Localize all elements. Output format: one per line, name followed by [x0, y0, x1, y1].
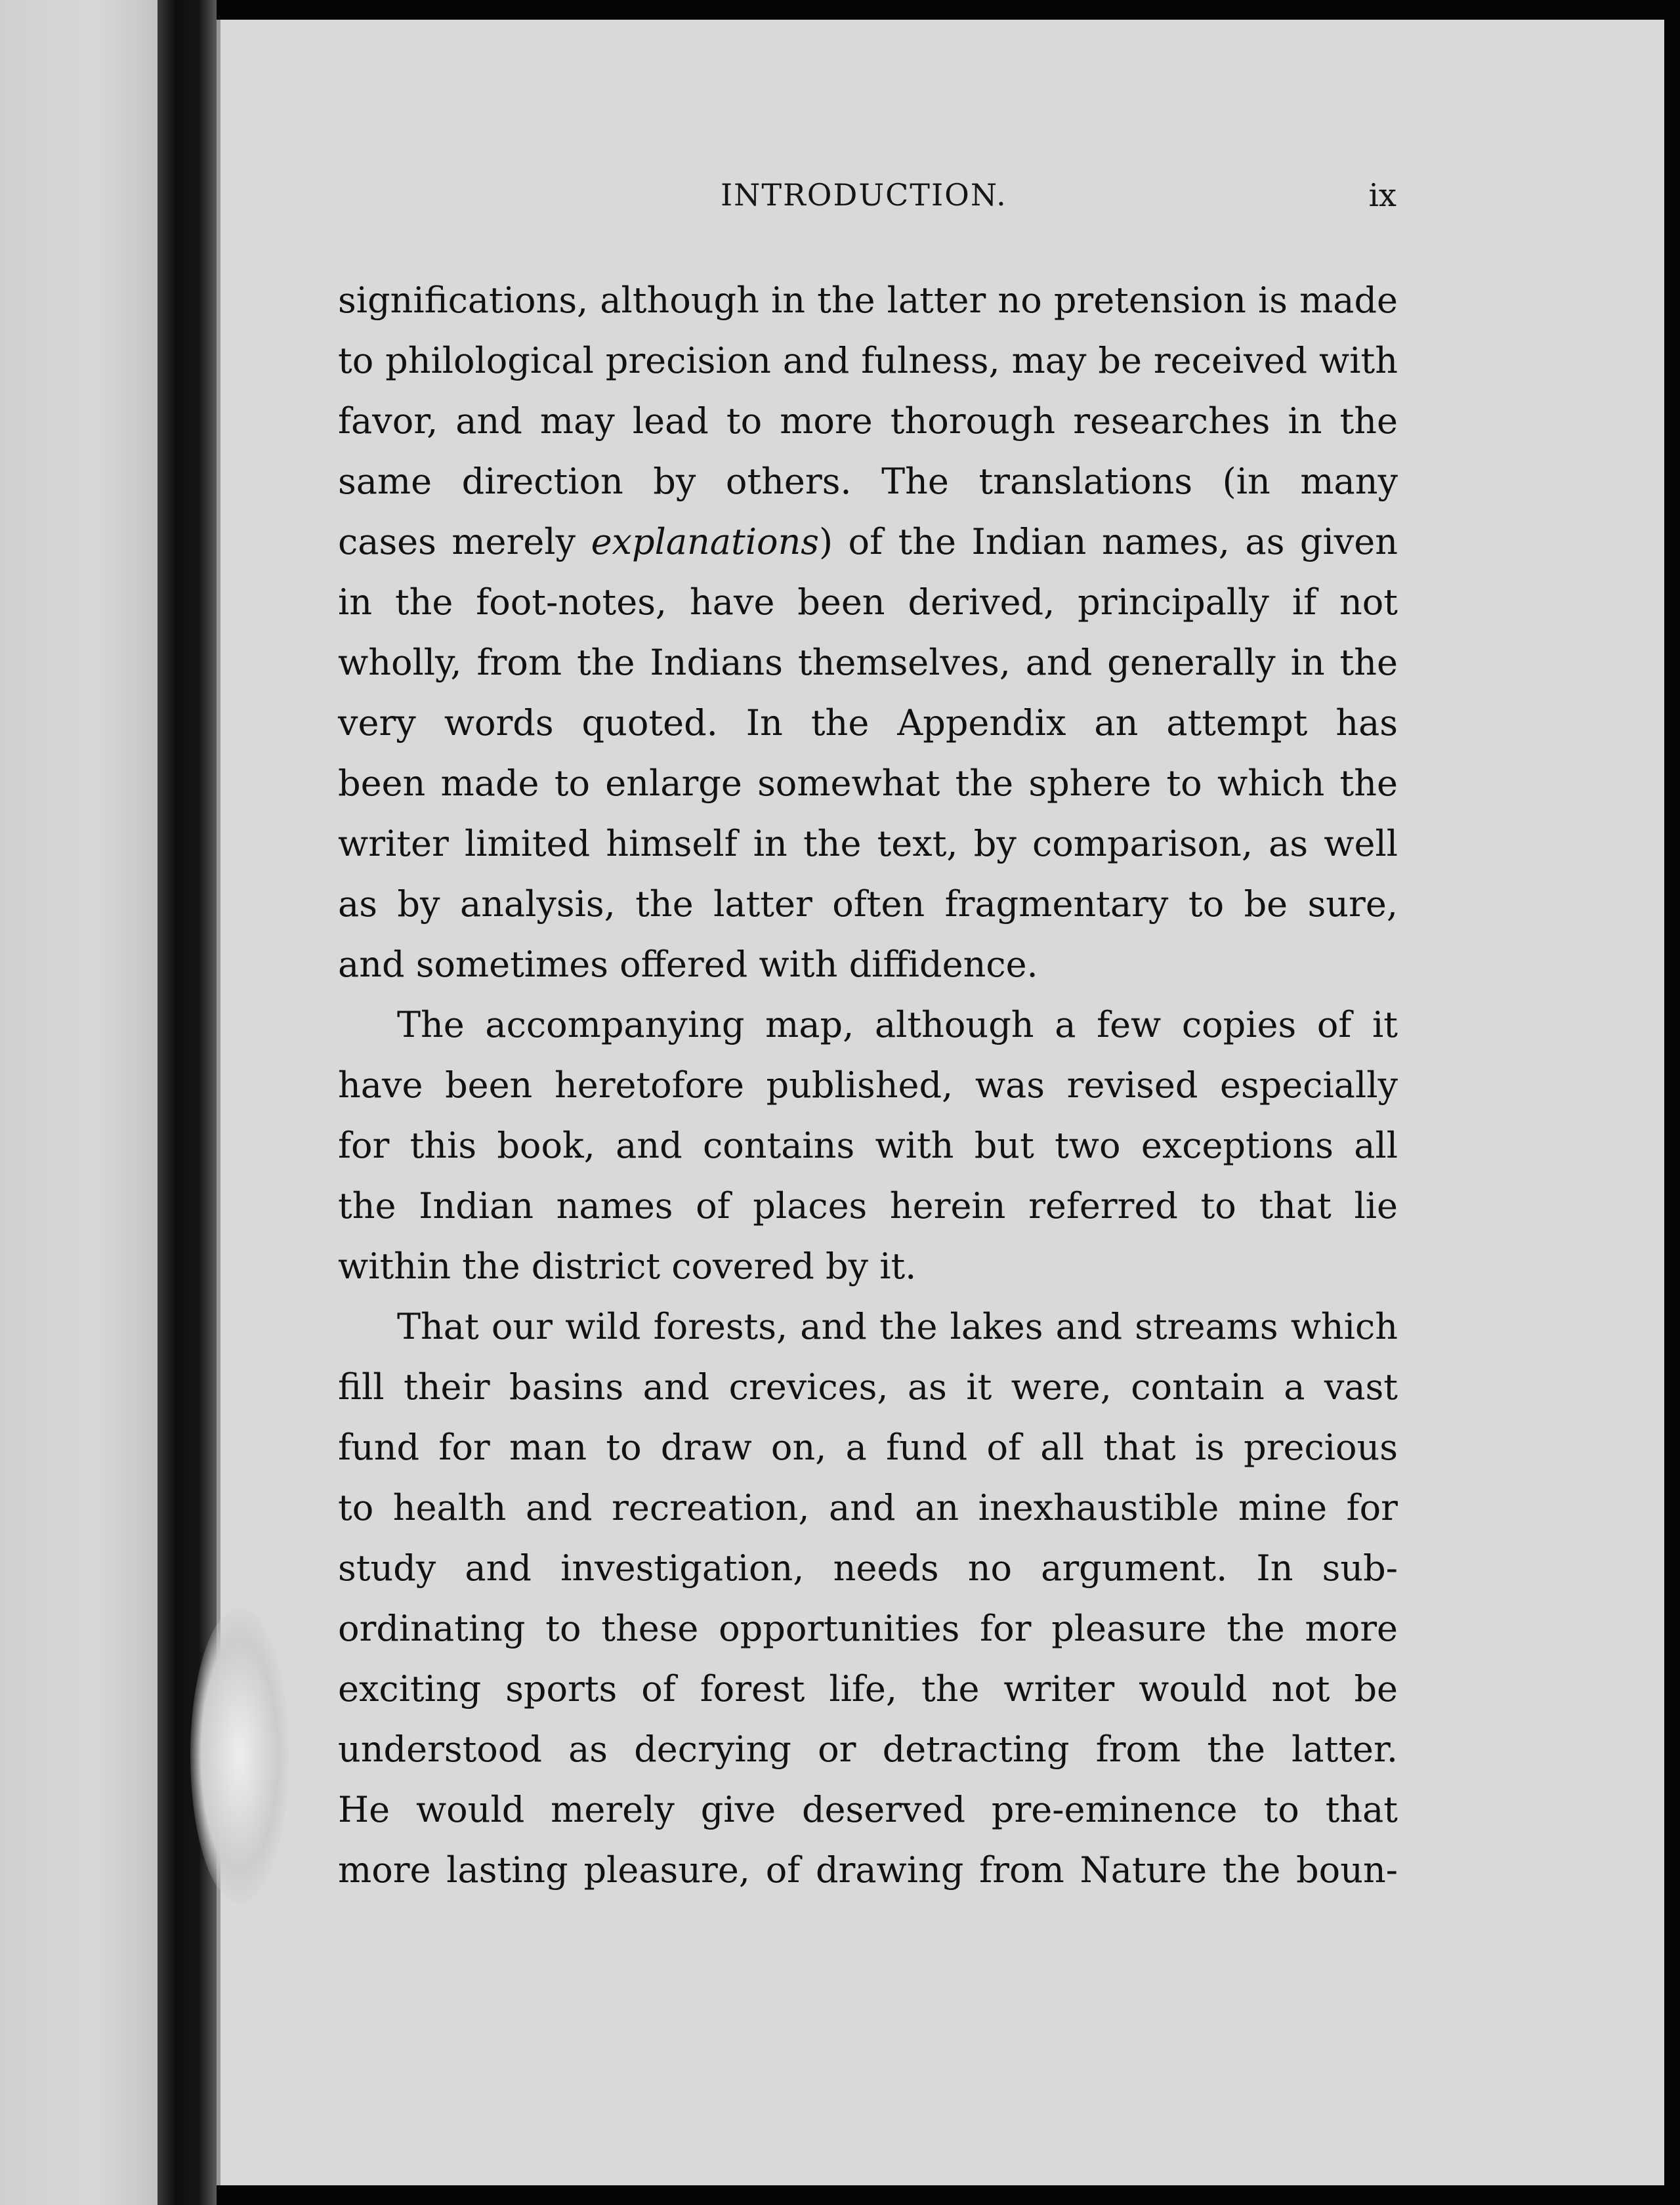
book-gutter — [158, 0, 217, 2205]
page-number: ix — [1368, 177, 1396, 214]
text-line: exciting sports of forest life, the writer would not be — [338, 1668, 1398, 1710]
text-line: within the district covered by it. — [338, 1246, 917, 1287]
text-line: same direction by others. The translations (in many — [338, 461, 1398, 502]
text-line: He would merely give deserved pre-eminence to that — [338, 1789, 1398, 1830]
text-line: the Indian names of places herein referred to that lie — [338, 1185, 1398, 1227]
text-line: ordinating to these opportunities for pleasure the more — [338, 1608, 1398, 1649]
text-line: fill their basins and crevices, as it were, contain a vast — [338, 1366, 1398, 1408]
text-line: have been heretofore published, was revised especially — [338, 1064, 1398, 1106]
text-line: in the foot-notes, have been derived, principally if not — [338, 581, 1398, 623]
text-line: study and investigation, needs no argument. In sub- — [338, 1547, 1398, 1589]
text-line: fund for man to draw on, a fund of all that is precious — [338, 1427, 1398, 1468]
paragraph-1 — [338, 270, 1398, 995]
text-line: significations, although in the latter no pretension is made — [338, 280, 1398, 321]
text-line: wholly, from the Indians themselves, and generally in the — [338, 642, 1398, 683]
text-line: to philological precision and fulness, may be received with — [338, 340, 1398, 381]
running-title: INTRODUCTION. — [721, 177, 1007, 213]
paragraph-2 — [338, 995, 1398, 1297]
text-line: as by analysis, the latter often fragmentary to be sure, — [338, 883, 1398, 925]
paragraph-3 — [338, 1297, 1398, 1900]
text-line: for this book, and contains with but two exceptions all — [338, 1125, 1398, 1166]
text-line: cases merely explanations) of the Indian names, as given — [338, 521, 1398, 562]
text-line: favor, and may lead to more thorough researches in the — [338, 400, 1398, 442]
text-line: That our wild forests, and the lakes and streams which — [397, 1306, 1398, 1347]
text-line: to health and recreation, and an inexhaustible mine for — [338, 1487, 1398, 1528]
text-line: understood as decrying or detracting from the latter. — [338, 1729, 1398, 1770]
emphasized-word: explanations — [591, 521, 819, 562]
text-line: been made to enlarge somewhat the sphere to which the — [338, 763, 1398, 804]
text-line: writer limited himself in the text, by comparison, as well — [338, 823, 1398, 864]
text-line: The accompanying map, although a few copies of it — [397, 1004, 1398, 1045]
text-line: and sometimes offered with diffidence. — [338, 944, 1038, 985]
facing-page-edge — [0, 0, 158, 2205]
text-line: very words quoted. In the Appendix an attempt has — [338, 702, 1398, 744]
page-header — [721, 177, 1396, 223]
text-line: more lasting pleasure, of drawing from Nature the boun- — [338, 1849, 1398, 1891]
body-text — [338, 270, 1398, 1900]
page-stain — [190, 1608, 289, 1903]
